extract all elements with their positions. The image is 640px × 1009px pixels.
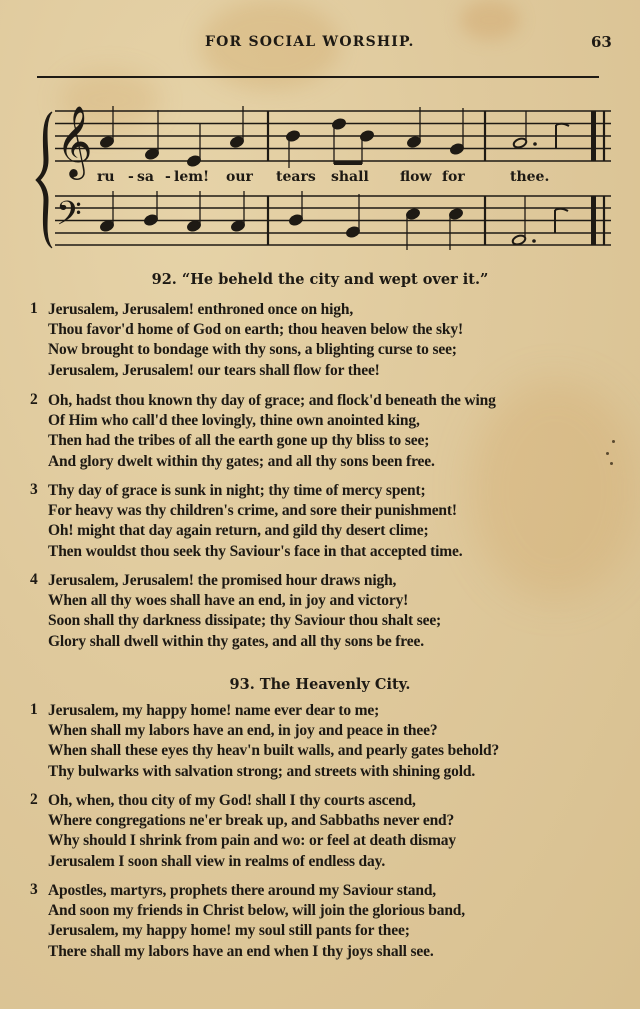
verse-line: When shall my labors have an end, in joy and peace in thee? xyxy=(48,722,438,740)
verse-line: Glory shall dwell within thy gates, and all thy sons be free. xyxy=(48,632,424,650)
verse-line: Why should I shrink from pain and wo: or feel at death dismay xyxy=(48,832,456,850)
verse-line: There shall my labors have an end when I thy joys shall see. xyxy=(48,942,434,960)
verse-line: Oh, hadst thou known thy day of grace; and flock'd beneath the wing xyxy=(48,392,496,409)
stanza xyxy=(30,881,620,962)
verse-line: Apostles, martyrs, prophets there around my Saviour stand, xyxy=(48,882,437,899)
verse-line: Where congregations ne'er break up, and Sabbaths never end? xyxy=(48,812,455,830)
stanza-number: 3 xyxy=(30,481,38,498)
stanza xyxy=(30,791,620,872)
verse-line: Jerusalem, Jerusalem! enthroned once on high, xyxy=(48,301,354,318)
lyric-syllable: - xyxy=(128,169,134,185)
paper-speck xyxy=(606,452,609,455)
page-number: 63 xyxy=(591,33,612,51)
paper-speck xyxy=(612,440,615,443)
lyric-syllable: tears xyxy=(276,169,316,185)
treble-notes xyxy=(99,106,569,168)
verse-line: Jerusalem I soon shall view in realms of endless day. xyxy=(48,852,386,870)
verse-line: Oh, when, thou city of my God! shall I thy courts ascend, xyxy=(48,792,416,809)
bass-staff xyxy=(55,196,611,245)
lyric-syllable: thee. xyxy=(510,169,550,185)
lyric-syllable: flow xyxy=(400,169,432,185)
lyric-syllable: - xyxy=(165,169,171,185)
verse-line: Jerusalem, my happy home! my soul still pants for thee; xyxy=(48,922,410,940)
verse-line: When all thy woes shall have an end, in joy and victory! xyxy=(48,592,409,610)
stanza-number: 3 xyxy=(30,881,38,898)
bass-clef-icon: 𝄢 xyxy=(56,195,82,241)
music-score xyxy=(0,0,640,260)
lyric-syllable: for xyxy=(442,169,465,185)
verse-line: Oh! might that day again return, and gild thy desert clime; xyxy=(48,522,429,540)
lyric-syllable: lem! xyxy=(174,169,210,185)
verse-line: Thy bulwarks with salvation strong; and streets with shining gold. xyxy=(48,762,476,780)
lyric-syllable: ru xyxy=(97,169,115,185)
stanza-number: 2 xyxy=(30,791,38,808)
stanza xyxy=(30,391,620,472)
paper-speck xyxy=(610,462,613,465)
verse-line: Thy day of grace is sunk in night; thy time of mercy spent; xyxy=(48,482,426,499)
verse-line: Of Him who call'd thee lovingly, thine own anointed king, xyxy=(48,412,420,430)
hymn-title: 93. The Heavenly City. xyxy=(229,676,411,693)
verse-line: Jerusalem, Jerusalem! the promised hour draws nigh, xyxy=(48,572,397,589)
lyric-syllable: sa xyxy=(137,169,154,185)
verse-line: Soon shall thy darkness dissipate; thy Saviour thou shalt see; xyxy=(48,612,442,630)
treble-clef-icon: 𝄞 xyxy=(56,104,93,177)
stanza-number: 1 xyxy=(30,701,38,718)
lyric-syllable: our xyxy=(226,169,253,185)
stanza-number: 1 xyxy=(30,300,38,317)
verse-line: Then had the tribes of all the earth gone up thy bliss to see; xyxy=(48,432,430,450)
stanza-number: 4 xyxy=(30,571,38,588)
treble-staff xyxy=(55,111,611,161)
verse-line: When shall these eyes thy heav'n built walls, and pearly gates behold? xyxy=(48,742,500,760)
verse-line: Jerusalem, Jerusalem! our tears shall flow for thee! xyxy=(48,361,380,379)
verse-line: And glory dwelt within thy gates; and all thy sons been free. xyxy=(48,452,435,470)
running-title: FOR SOCIAL WORSHIP. xyxy=(205,34,415,50)
lyric-syllable: shall xyxy=(331,169,369,185)
verse-line: Then wouldst thou seek thy Saviour's face in that accepted time. xyxy=(48,542,463,560)
music-lyrics xyxy=(0,169,640,187)
stanza xyxy=(30,571,620,652)
verse-line: Thou favor'd home of God on earth; thou heaven below the sky! xyxy=(48,321,463,339)
verse-line: And soon my friends in Christ below, will join the glorious band, xyxy=(48,902,466,920)
stanza xyxy=(30,701,620,782)
stanza xyxy=(30,481,620,562)
verse-line: Now brought to bondage with thy sons, a blighting curse to see; xyxy=(48,341,457,359)
stanza xyxy=(30,300,620,381)
hymn-title: 92. “He beheld the city and wept over it.” xyxy=(151,271,489,288)
stanza-number: 2 xyxy=(30,391,38,408)
verse-line: For heavy was thy children's crime, and sore their punishment! xyxy=(48,502,457,520)
verse-line: Jerusalem, my happy home! name ever dear to me; xyxy=(48,702,380,719)
